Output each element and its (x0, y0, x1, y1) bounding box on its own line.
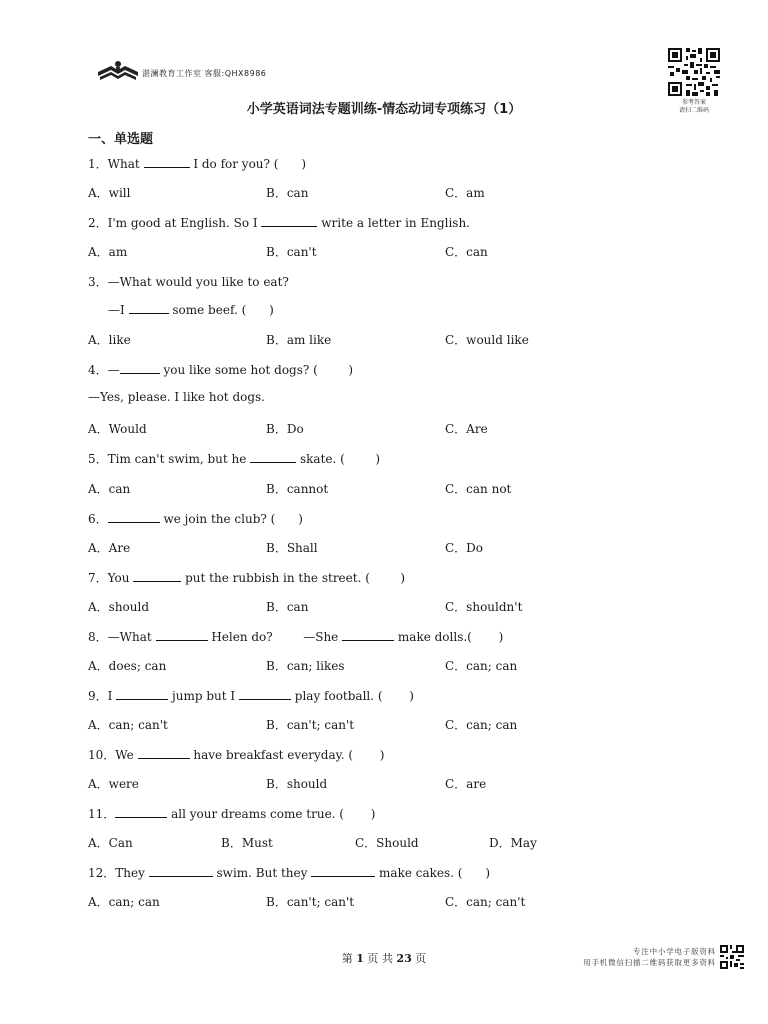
qr-caption-line-1: 参考答案 (681, 99, 706, 106)
option-b[interactable]: B．should (266, 777, 328, 791)
studio-name: 湛澜教育工作室 客服:QHX8986 (142, 69, 267, 78)
option-c[interactable]: C．Do (445, 541, 484, 555)
promo-line-1: 专注中小学电子版资料 (633, 947, 716, 956)
option-b[interactable]: B．can; likes (266, 659, 345, 673)
question-1: 1．What I do for you? ( ) (88, 157, 307, 171)
option-b[interactable]: B．Must (221, 836, 273, 850)
answer-blank[interactable] (116, 688, 168, 700)
question-5: 5．Tim can't swim, but he skate. ( ) (88, 452, 381, 466)
option-b[interactable]: B．am like (266, 333, 332, 347)
option-c[interactable]: C．Should (355, 836, 419, 850)
option-a[interactable]: A．will (88, 186, 131, 200)
option-c[interactable]: C．can; can't (445, 895, 526, 909)
question-12: 12．They swim. But they make cakes. ( ) (88, 866, 491, 880)
option-a[interactable]: A．can; can't (88, 718, 168, 732)
option-c[interactable]: C．can; can (445, 659, 518, 673)
option-b[interactable]: B．can't; can't (266, 895, 355, 909)
option-a[interactable]: A．should (88, 600, 150, 614)
question-9: 9．I jump but I play football. ( ) (88, 689, 414, 703)
option-c[interactable]: C．shouldn't (445, 600, 523, 614)
option-d[interactable]: D．May (489, 836, 537, 850)
option-a[interactable]: A．Would (88, 422, 147, 436)
option-a[interactable]: A．were (88, 777, 139, 791)
answer-blank[interactable] (250, 451, 296, 463)
qr-caption-line-2: 请扫二维码 (678, 107, 709, 114)
question-3: 3．—What would you like to eat? (88, 275, 289, 289)
option-b[interactable]: B．can (266, 600, 309, 614)
option-b[interactable]: B．Do (266, 422, 304, 436)
option-b[interactable]: B．can't (266, 245, 317, 259)
question-4: 4．— you like some hot dogs? ( ) (88, 363, 354, 377)
option-a[interactable]: A．Can (88, 836, 133, 850)
section-title: 一、单选题 (88, 132, 154, 147)
option-a[interactable]: A．Are (88, 541, 131, 555)
question-3-line-2: —I some beef. ( ) (108, 303, 274, 317)
option-a[interactable]: A．does; can (88, 659, 167, 673)
question-8: 8．—What Helen do? —She make dolls.( ) (88, 630, 504, 644)
answer-blank[interactable] (149, 865, 213, 877)
option-a[interactable]: A．can (88, 482, 131, 496)
option-c[interactable]: C．can not (445, 482, 512, 496)
option-b[interactable]: B．cannot (266, 482, 329, 496)
page-number: 第 1 页 共 23 页 (341, 952, 427, 965)
option-c[interactable]: C．can (445, 245, 488, 259)
promo-line-2: 用手机微信扫描二维码获取更多资料 (583, 958, 716, 967)
worksheet-title: 小学英语词法专题训练-情态动词专项练习（1） (246, 102, 522, 117)
answer-blank[interactable] (115, 806, 167, 818)
option-b[interactable]: B．can't; can't (266, 718, 355, 732)
question-4-line-2: —Yes, please. I like hot dogs. (88, 390, 265, 404)
studio-logo (97, 60, 139, 82)
answer-blank[interactable] (120, 362, 160, 374)
answer-blank[interactable] (138, 747, 190, 759)
answer-blank[interactable] (144, 156, 190, 168)
question-11: 11． all your dreams come true. ( ) (88, 807, 376, 821)
answer-blank[interactable] (342, 629, 394, 641)
question-7: 7．You put the rubbish in the street. ( ) (88, 571, 406, 585)
answer-blank[interactable] (311, 865, 375, 877)
promo-qr-code[interactable] (720, 945, 744, 969)
option-c[interactable]: C．am (445, 186, 485, 200)
answer-blank[interactable] (261, 215, 317, 227)
option-b[interactable]: B．Shall (266, 541, 318, 555)
promo-text (566, 946, 716, 968)
answer-blank[interactable] (156, 629, 208, 641)
option-c[interactable]: C．Are (445, 422, 488, 436)
question-6: 6． we join the club? ( ) (88, 512, 303, 526)
question-2: 2．I'm good at English. So I write a letter in English. (88, 216, 470, 230)
option-b[interactable]: B．can (266, 186, 309, 200)
option-c[interactable]: C．are (445, 777, 487, 791)
answer-blank[interactable] (133, 570, 181, 582)
answer-blank[interactable] (108, 511, 160, 523)
option-a[interactable]: A．am (88, 245, 128, 259)
option-c[interactable]: C．can; can (445, 718, 518, 732)
option-c[interactable]: C．would like (445, 333, 529, 347)
answer-blank[interactable] (129, 302, 169, 314)
option-a[interactable]: A．can; can (88, 895, 160, 909)
answer-qr-code[interactable] (666, 46, 722, 98)
answer-blank[interactable] (239, 688, 291, 700)
option-a[interactable]: A．like (88, 333, 131, 347)
question-10: 10．We have breakfast everyday. ( ) (88, 748, 385, 762)
